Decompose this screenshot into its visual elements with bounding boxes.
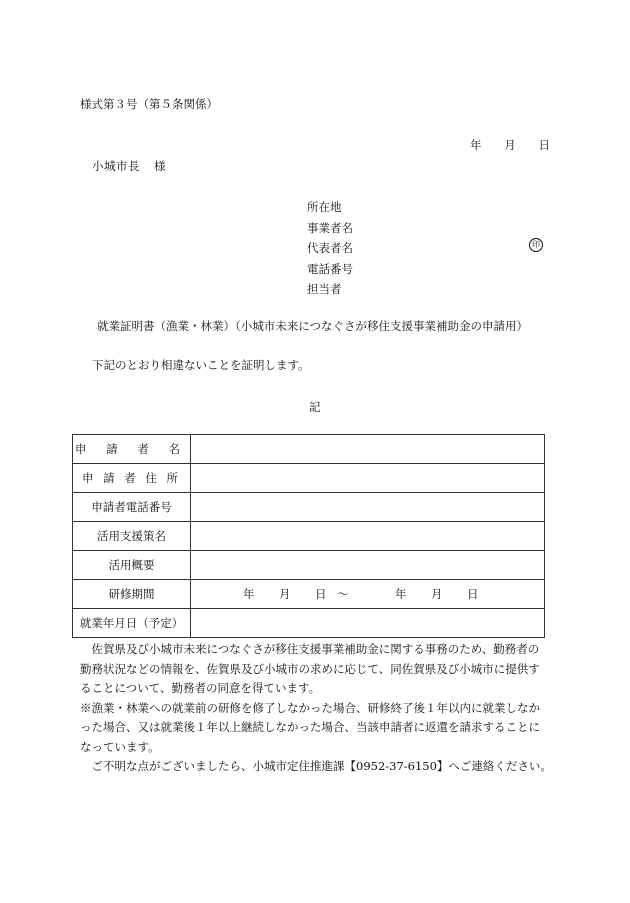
date-month-label: 月: [504, 138, 516, 152]
table-row: [73, 522, 545, 551]
application-table: [72, 434, 545, 638]
addressee-honorific: 様: [154, 159, 166, 173]
note-line: 勤務状況などの情報を、佐賀県及び小城市の求めに応じて、同佐賀県及び小城市に提供す: [80, 661, 540, 676]
note-line: った場合、又は就業後１年以上継続しなかった場合、当該申請者に返還を請求することに: [80, 720, 540, 734]
period-start-month: 月: [279, 587, 291, 601]
ki-heading: 記: [309, 400, 321, 414]
applicant-address-label: 申 請 者 住 所: [73, 464, 191, 493]
table-row: [73, 580, 545, 609]
addressee: [92, 158, 166, 174]
support-measure-label: 活用支援策名: [73, 522, 191, 551]
form-number: 様式第３号（第５条関係）: [80, 97, 218, 111]
period-end-month: 月: [431, 587, 443, 601]
table-row: [73, 551, 545, 580]
period-end-year: 年: [395, 587, 407, 601]
table-row: [73, 464, 545, 493]
usage-summary-field[interactable]: [191, 551, 545, 580]
sender-address-label: 所在地: [307, 200, 342, 214]
training-period-field[interactable]: [191, 580, 545, 609]
date-day-label: 日: [538, 138, 550, 152]
employment-date-label: 就業年月日（予定）: [73, 609, 191, 638]
note-line: ることについて、勤務者の同意を得ています。: [80, 681, 321, 695]
applicant-phone-field[interactable]: [191, 493, 545, 522]
date-year-label: 年: [470, 138, 482, 152]
period-tilde: ～: [337, 587, 349, 601]
sender-company-label: 事業者名: [307, 220, 353, 235]
period-start-year: 年: [243, 587, 255, 601]
support-measure-field[interactable]: [191, 522, 545, 551]
table-row: [73, 493, 545, 522]
note-line: 佐賀県及び小城市未来につなぐさが移住支援事業補助金に関する事務のため、勤務者の: [80, 642, 540, 656]
notes-block: [80, 640, 554, 777]
period-end-day: 日: [467, 587, 479, 601]
addressee-name: 小城市長: [92, 159, 140, 173]
certification-statement: 下記のとおり相違ないことを証明します。: [92, 358, 310, 372]
training-period-label: 研修期間: [73, 580, 191, 609]
applicant-phone-label: 申請者電話番号: [73, 493, 191, 522]
table-row: [73, 435, 545, 464]
note-line: なっています。: [80, 739, 160, 754]
sender-representative-label: 代表者名: [307, 241, 353, 255]
usage-summary-label: 活用概要: [73, 551, 191, 580]
note-line: ※漁業・林業への就業前の研修を修了しなかった場合、研修終了後１年以内に就業しなか: [80, 700, 540, 715]
date-line: [470, 137, 550, 153]
period-start-day: 日: [315, 587, 327, 601]
sender-phone-label: 電話番号: [307, 261, 353, 276]
training-period-dates: [191, 586, 544, 602]
table-row: [73, 609, 545, 638]
applicant-address-field[interactable]: [191, 464, 545, 493]
seal-mark: 印: [529, 238, 543, 252]
employment-date-field[interactable]: [191, 609, 545, 638]
sender-block: [307, 197, 353, 300]
applicant-name-label: 申 請 者 名: [73, 435, 191, 464]
sender-contact-label: 担当者: [307, 282, 342, 296]
document-title: 就業証明書（漁業・林業）（小城市未来につなぐさが移住支援事業補助金の申請用）: [97, 319, 529, 333]
applicant-name-field[interactable]: [191, 435, 545, 464]
note-line: ご不明な点がございましたら、小城市定住推進課【0952-37-6150】へご連絡ください。: [80, 759, 552, 773]
